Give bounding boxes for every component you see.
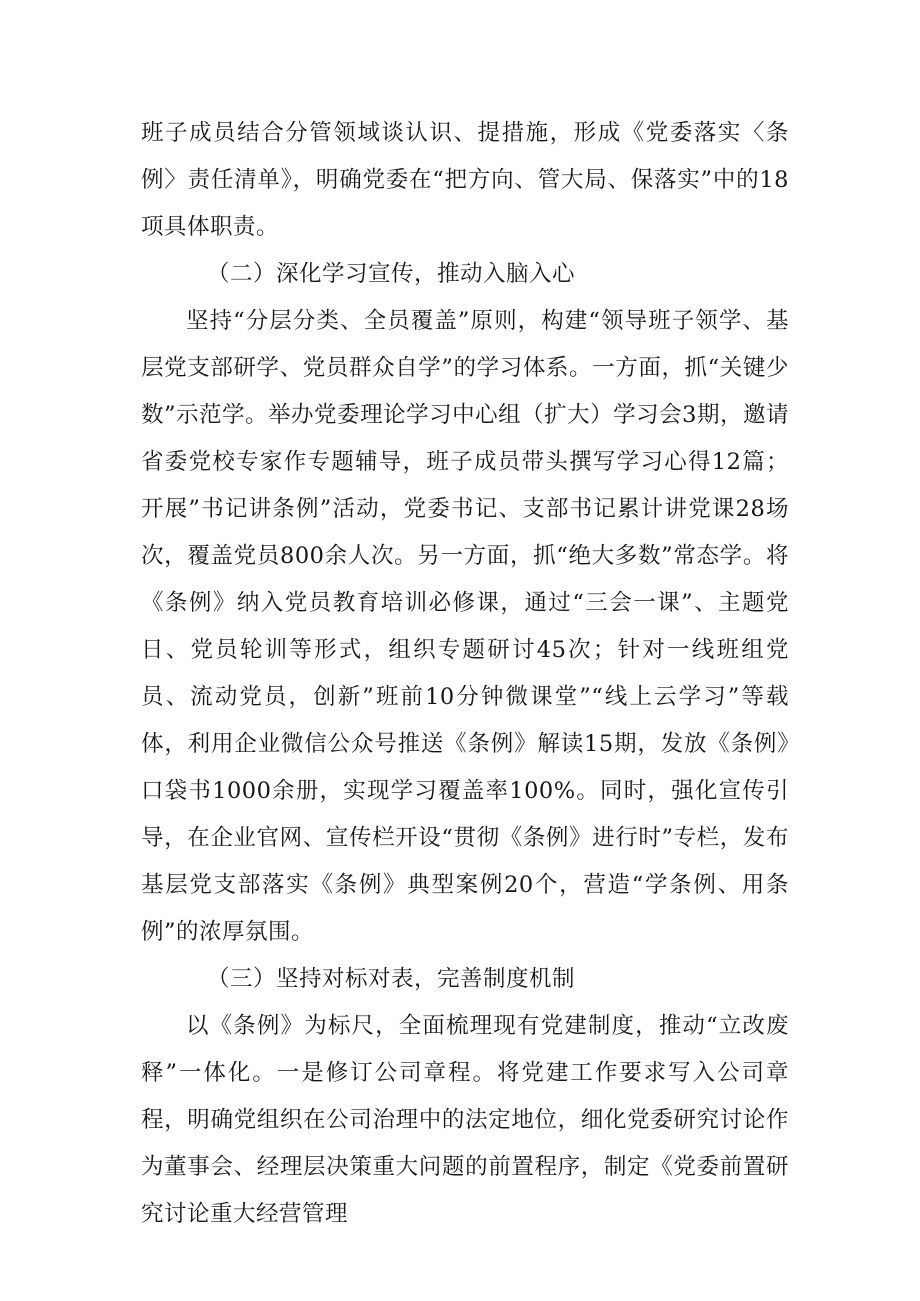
paragraph-system-mechanism: 以《条例》为标尺，全面梳理现有党建制度，推动“立改废释”一体化。一是修订公司章程。将党建工作要求写入公司章程，明确党组织在公司治理中的法定地位，细化党委研究讨论作为董事会、经理层决策重大问题的前置程序，制定《党委前置研究讨论重大经营管理 [141, 1013, 789, 1227]
document-body [141, 110, 789, 1238]
paragraph-study-promotion: 坚持“分层分类、全员覆盖”原则，构建“领导班子领学、基层党支部研学、党员群众自学”的学习体系。一方面，抓“关键少数”示范学。举办党委理论学习中心组（扩大）学习会3期，邀请省委党校专家作专题辅导，班子成员带头撰写学习心得12篇；开展”书记讲条例”活动，党委书记、支部书记累计讲党课28场次，覆盖党员800余人次。另一方面，抓“绝大多数”常态学。将《条例》纳入党员教育培训必修课，通过“三会一课”、主题党日、党员轮训等形式，组织专题研讨45次；针对一线班组党员、流动党员，创新”班前10分钟微课堂”“线上云学习”等载体，利用企业微信公众号推送《条例》解读15期，发放《条例》口袋书1000余册，实现学习覆盖率100%。同时，强化宣传引导，在企业官网、宣传栏开设“贯彻《条例》进行时”专栏，发布基层党支部落实《条例》典型案例20个，营造“学条例、用条例”的浓厚氛围。 [141, 308, 789, 945]
paragraph-continuation: 班子成员结合分管领域谈认识、提措施，形成《党委落实〈条例〉责任清单》，明确党委在“把方向、管大局、保落实”中的18项具体职责。 [141, 120, 789, 240]
section-heading-3: （三）坚持对标对表，完善制度机制 [207, 966, 576, 992]
section-heading-2: （二）深化学习宣传，推动入脑入心 [207, 261, 576, 287]
